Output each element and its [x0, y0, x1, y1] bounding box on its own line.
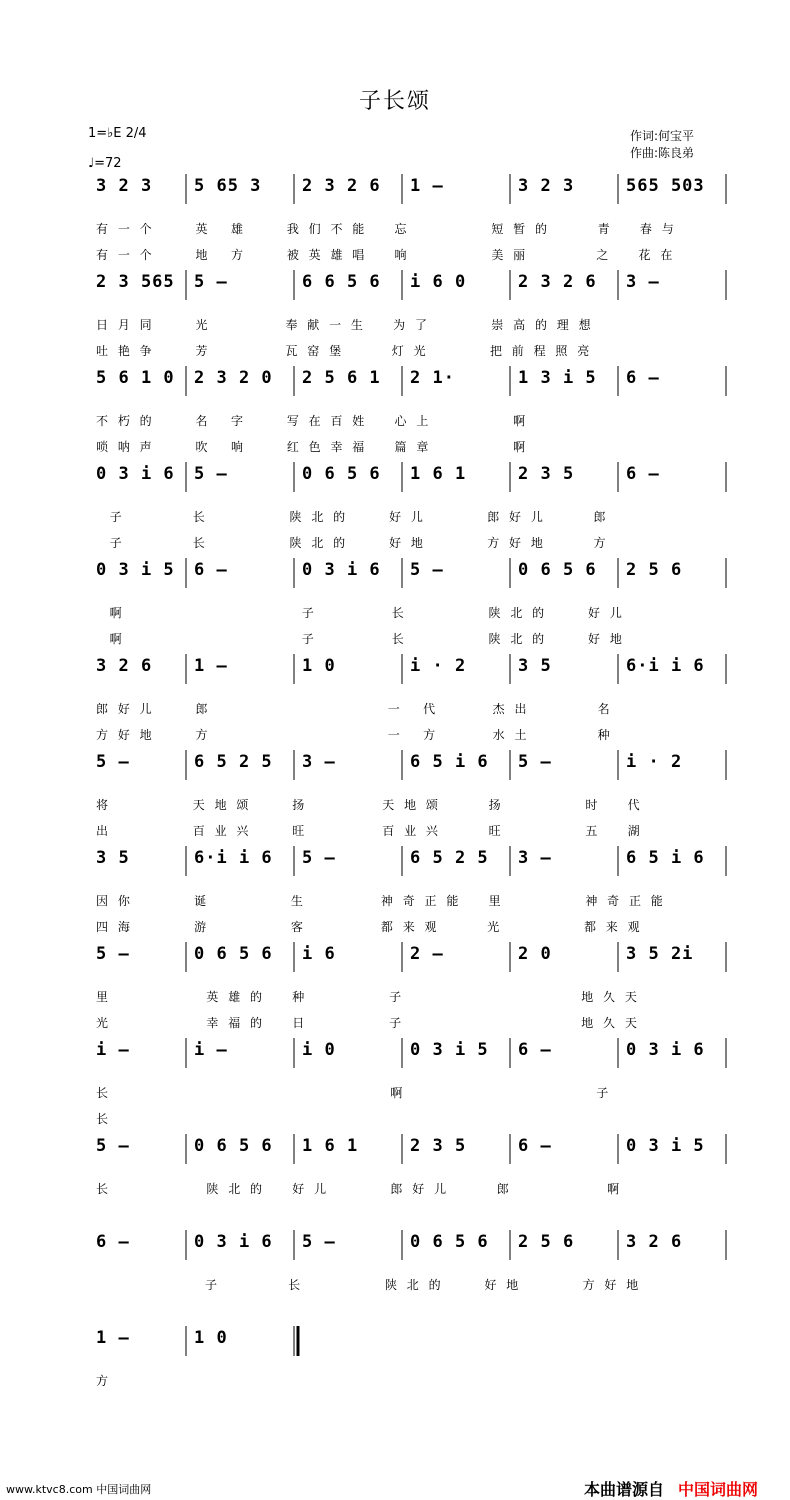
- footer-brand: 中国词曲网: [678, 1480, 759, 1499]
- measure-notes: 5 –: [302, 848, 336, 868]
- measure-notes: 6 –: [626, 368, 660, 388]
- lyric-line-1: 有 一 个 英 雄 我 们 不 能 忘 短 暂 的 青 春 与: [96, 222, 677, 236]
- lyric-line-2: 啊 子 长 陕 北 的 好 地: [96, 632, 625, 646]
- lyric-line-2: 出 百 业 兴 旺 百 业 兴 旺 五 湖: [96, 824, 643, 838]
- lyric-line-1: 啊 子 长 陕 北 的 好 儿: [96, 606, 625, 620]
- measure-notes: 5 65 3: [194, 176, 262, 196]
- measure-notes: 5 –: [96, 752, 130, 772]
- lyric-line-1: 日 月 同 光 奉 献 一 生 为 了 崇 高 的 理 想: [96, 318, 594, 332]
- measure-notes: 6 –: [518, 1136, 552, 1156]
- lyric-line-1: 将 天 地 颂 扬 天 地 颂 扬 时 代: [96, 798, 643, 812]
- measure-notes: 3 –: [626, 272, 660, 292]
- tempo-marking: ♩=72: [88, 156, 122, 171]
- measure-notes: 0 6 5 6: [194, 944, 273, 964]
- measure-notes: 2 3 5: [410, 1136, 467, 1156]
- measure-notes: 3 –: [518, 848, 552, 868]
- measure-notes: i 6: [302, 944, 336, 964]
- measure-notes: 1 6 1: [302, 1136, 359, 1156]
- measure-notes: 5 –: [518, 752, 552, 772]
- lyric-line-1: 不 朽 的 名 字 写 在 百 姓 心 上 啊: [96, 414, 529, 428]
- measure-notes: 2 5 6 1: [302, 368, 381, 388]
- lyric-line-1: 长 啊 子: [96, 1086, 612, 1100]
- measure-notes: 3 –: [302, 752, 336, 772]
- measure-notes: 5 –: [410, 560, 444, 580]
- lyric-line-1: 子 长 陕 北 的 好 儿 郎 好 儿 郎: [96, 510, 609, 524]
- lyric-line-2: 方 好 地 方 一 方 水 土 种: [96, 728, 613, 742]
- footer-source: [584, 1477, 758, 1500]
- measure-notes: 3 2 6: [96, 656, 153, 676]
- lyric-line-2: 有 一 个 地 方 被 英 雄 唱 响 美 丽 之 花 在: [96, 248, 676, 262]
- measure-notes: 0 3 i 6: [626, 1040, 705, 1060]
- measure-notes: 2 0: [518, 944, 552, 964]
- measure-notes: 5 –: [302, 1232, 336, 1252]
- measure-notes: 565 503: [626, 176, 705, 196]
- measure-notes: 2 3 2 6: [518, 272, 597, 292]
- measure-notes: 0 6 5 6: [518, 560, 597, 580]
- measure-notes: 2 5 6: [626, 560, 683, 580]
- measure-notes: 0 3 i 6: [96, 464, 175, 484]
- measure-notes: 1 3 i 5: [518, 368, 597, 388]
- lyric-line-2: 四 海 游 客 都 来 观 光 都 来 观: [96, 920, 643, 934]
- measure-notes: 0 3 i 5: [410, 1040, 489, 1060]
- measure-notes: 0 3 i 5: [626, 1136, 705, 1156]
- composer: 作曲:陈良弟: [630, 146, 695, 160]
- measure-notes: i –: [194, 1040, 228, 1060]
- measure-notes: 1 –: [194, 656, 228, 676]
- measure-notes: 3 5: [518, 656, 552, 676]
- lyric-line-1: 子 长 陕 北 的 好 地 方 好 地: [96, 1278, 642, 1292]
- measure-notes: 6 6 5 6: [302, 272, 381, 292]
- measure-notes: 6·i i 6: [626, 656, 705, 676]
- measure-notes: 6 –: [96, 1232, 130, 1252]
- measure-notes: 6 –: [194, 560, 228, 580]
- measure-notes: 6 5 2 5: [410, 848, 489, 868]
- lyric-line-2: 子 长 陕 北 的 好 地 方 好 地 方: [96, 536, 609, 550]
- measure-notes: 6 5 2 5: [194, 752, 273, 772]
- measure-notes: i · 2: [410, 656, 467, 676]
- measure-notes: i –: [96, 1040, 130, 1060]
- key-signature: 1=♭E 2/4: [88, 126, 147, 141]
- lyric-line-2: 吐 艳 争 芳 瓦 窑 堡 灯 光 把 前 程 照 亮: [96, 344, 593, 358]
- lyric-line-1: 方: [96, 1374, 112, 1388]
- lyric-line-1: 里 英 雄 的 种 子 地 久 天: [96, 990, 640, 1004]
- measure-notes: 1 6 1: [410, 464, 467, 484]
- page-title: 子长颂: [358, 89, 431, 114]
- measure-notes: 0 3 i 5: [96, 560, 175, 580]
- measure-notes: 0 6 5 6: [194, 1136, 273, 1156]
- measure-notes: 2 3 2 0: [194, 368, 273, 388]
- measure-notes: 5 –: [96, 1136, 130, 1156]
- measure-notes: 2 3 565: [96, 272, 175, 292]
- measure-notes: 1 –: [96, 1328, 130, 1348]
- measure-notes: 1 0: [194, 1328, 228, 1348]
- measure-notes: 6 –: [626, 464, 660, 484]
- measure-notes: 5 6 1 0: [96, 368, 175, 388]
- measure-notes: 0 6 5 6: [302, 464, 381, 484]
- measure-notes: 3 2 6: [626, 1232, 683, 1252]
- measure-notes: i · 2: [626, 752, 683, 772]
- measure-notes: 1 –: [410, 176, 444, 196]
- measure-notes: 3 5: [96, 848, 130, 868]
- measure-notes: 0 6 5 6: [410, 1232, 489, 1252]
- measure-notes: 2 1·: [410, 368, 455, 388]
- measure-notes: 3 2 3: [518, 176, 575, 196]
- measure-notes: 6 –: [518, 1040, 552, 1060]
- measure-notes: 2 3 5: [518, 464, 575, 484]
- measure-notes: 2 5 6: [518, 1232, 575, 1252]
- footer-source-label: 本曲谱源自: [584, 1480, 665, 1499]
- measure-notes: 2 3 2 6: [302, 176, 381, 196]
- lyric-line-2: 唢 呐 声 吹 响 红 色 幸 福 篇 章 啊: [96, 440, 529, 454]
- footer-site: www.ktvc8.com 中国词曲网: [6, 1483, 152, 1496]
- measure-notes: i 6 0: [410, 272, 467, 292]
- measure-notes: 3 5 2i: [626, 944, 694, 964]
- measure-notes: 6 5 i 6: [626, 848, 705, 868]
- measure-notes: 1 0: [302, 656, 336, 676]
- measure-notes: 0 3 i 6: [302, 560, 381, 580]
- measure-notes: 0 3 i 6: [194, 1232, 273, 1252]
- measure-notes: 6·i i 6: [194, 848, 273, 868]
- measure-notes: 3 2 3: [96, 176, 153, 196]
- lyricist: 作词:何宝平: [630, 129, 695, 143]
- measure-notes: 6 5 i 6: [410, 752, 489, 772]
- lyric-line-2: 长: [96, 1112, 112, 1126]
- measure-notes: 5 –: [96, 944, 130, 964]
- lyric-line-1: 郎 好 儿 郎 一 代 杰 出 名: [96, 702, 613, 716]
- measure-notes: i 0: [302, 1040, 336, 1060]
- lyric-line-2: 光 幸 福 的 日 子 地 久 天: [96, 1016, 640, 1030]
- measure-notes: 2 –: [410, 944, 444, 964]
- lyric-line-1: 长 陕 北 的 好 儿 郎 好 儿 郎 啊: [96, 1182, 623, 1196]
- measure-notes: 5 –: [194, 272, 228, 292]
- measure-notes: 5 –: [194, 464, 228, 484]
- lyric-line-1: 因 你 诞 生 神 奇 正 能 里 神 奇 正 能: [96, 894, 666, 908]
